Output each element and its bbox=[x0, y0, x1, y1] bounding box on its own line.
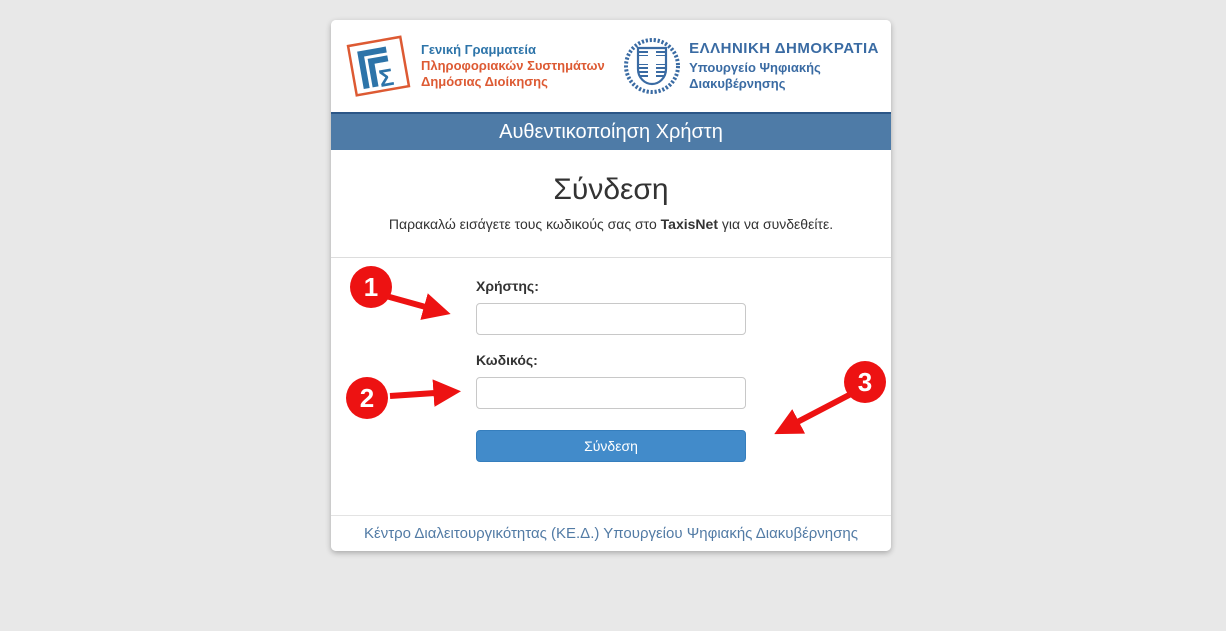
footer-link[interactable]: Κέντρο Διαλειτουργικότητας (ΚΕ.Δ.) Υπουργείου Ψηφιακής Διακυβέρνησης bbox=[364, 525, 858, 542]
ministry-line-3: Διακυβέρνησης bbox=[689, 76, 786, 91]
annotation-badge-3: 3 bbox=[844, 361, 886, 403]
auth-title-label: Αυθεντικοποίηση Χρήστη bbox=[499, 120, 723, 143]
gsis-logo bbox=[343, 30, 605, 102]
gsis-logo-icon bbox=[343, 30, 415, 102]
logo-header bbox=[331, 20, 891, 112]
gsis-logo-text bbox=[421, 42, 605, 90]
ministry-line-2: Υπουργείο Ψηφιακής bbox=[689, 60, 821, 75]
gsis-line-2: Πληροφοριακών Συστημάτων bbox=[421, 58, 605, 73]
subtitle-taxisnet: TaxisNet bbox=[660, 216, 718, 232]
auth-title-bar bbox=[331, 112, 891, 150]
password-label: Κωδικός: bbox=[476, 352, 538, 368]
login-card bbox=[331, 20, 891, 551]
username-label: Χρήστης: bbox=[476, 278, 539, 294]
annotation-badge-2: 2 bbox=[346, 377, 388, 419]
login-button[interactable]: Σύνδεση bbox=[476, 430, 746, 462]
greek-emblem-icon bbox=[623, 35, 681, 97]
ministry-logo bbox=[623, 35, 879, 97]
login-heading: Σύνδεση bbox=[553, 173, 669, 206]
ministry-logo-text bbox=[689, 40, 879, 92]
gsis-line-1: Γενική Γραμματεία bbox=[421, 42, 536, 57]
login-intro bbox=[331, 150, 891, 258]
annotation-badge-1: 1 bbox=[350, 266, 392, 308]
password-field[interactable] bbox=[476, 377, 746, 409]
ministry-line-1: ΕΛΛΗΝΙΚΗ ΔΗΜΟΚΡΑΤΙΑ bbox=[689, 40, 879, 57]
svg-text:Σ: Σ bbox=[377, 63, 396, 93]
card-footer bbox=[331, 515, 891, 551]
login-form bbox=[331, 258, 891, 515]
username-field[interactable] bbox=[476, 303, 746, 335]
subtitle-prefix: Παρακαλώ εισάγετε τους κωδικούς σας στο bbox=[388, 216, 661, 232]
subtitle-suffix: για να συνδεθείτε. bbox=[718, 216, 834, 232]
login-subtitle bbox=[331, 216, 891, 232]
gsis-line-3: Δημόσιας Διοίκησης bbox=[421, 74, 548, 89]
